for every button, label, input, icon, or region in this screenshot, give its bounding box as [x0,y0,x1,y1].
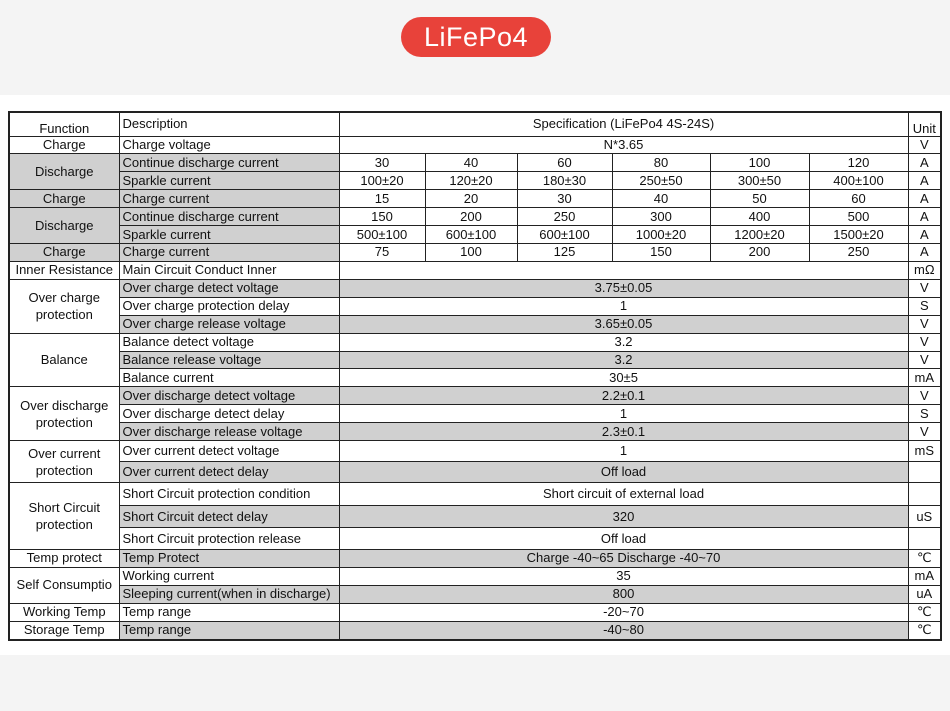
function-cell: Charge [9,190,119,208]
table-row [9,550,941,568]
description-cell: Balance release voltage [119,351,339,369]
value-cell: 250 [517,208,612,226]
value-cell: 200 [425,208,517,226]
description-cell: Short Circuit protection release [119,528,339,550]
description-cell: Over current detect delay [119,462,339,483]
description-cell: Short Circuit detect delay [119,506,339,528]
description-cell: Sleeping current(when in discharge) [119,585,339,603]
table-row [9,333,941,351]
description-cell: Balance current [119,369,339,387]
unit-cell [908,528,941,550]
value-cell: 320 [339,506,908,528]
value-cell: 100 [425,244,517,262]
value-cell: 1000±20 [612,226,710,244]
table-row [9,621,941,640]
unit-cell: ℃ [908,621,941,640]
unit-cell: A [908,226,941,244]
product-title-badge: LiFePo4 [401,17,551,57]
unit-cell [908,483,941,506]
description-cell: Temp range [119,603,339,621]
value-cell: 60 [809,190,908,208]
description-cell: Temp range [119,621,339,640]
description-cell: Over charge protection delay [119,297,339,315]
header-band [0,0,950,95]
description-cell: Working current [119,567,339,585]
value-cell: 35 [339,567,908,585]
value-cell: 180±30 [517,172,612,190]
value-cell: 80 [612,154,710,172]
unit-cell: S [908,405,941,423]
description-cell: Main Circuit Conduct Inner [119,261,339,279]
value-cell: 200 [710,244,809,262]
value-cell: 30±5 [339,369,908,387]
unit-cell: V [908,279,941,297]
value-cell: 1500±20 [809,226,908,244]
value-cell: Charge -40~65 Discharge -40~70 [339,550,908,568]
description-cell: Over charge release voltage [119,315,339,333]
value-cell: Off load [339,528,908,550]
function-cell: Short Circuit protection [9,483,119,550]
description-cell: Temp Protect [119,550,339,568]
value-cell: 20 [425,190,517,208]
table-row [9,172,941,190]
unit-cell: ℃ [908,603,941,621]
description-cell: Sparkle current [119,226,339,244]
value-cell: -20~70 [339,603,908,621]
value-cell: N*3.65 [339,136,908,154]
table-row [9,603,941,621]
table-row [9,190,941,208]
table-row [9,154,941,172]
table-header-row [9,112,941,136]
value-cell: 3.2 [339,351,908,369]
unit-cell: V [908,423,941,441]
table-row [9,585,941,603]
value-cell: 100±20 [339,172,425,190]
value-cell: 2.3±0.1 [339,423,908,441]
value-cell: 250±50 [612,172,710,190]
function-cell: Discharge [9,154,119,190]
table-row [9,297,941,315]
value-cell: 75 [339,244,425,262]
function-cell: Inner Resistance [9,261,119,279]
value-cell: 1 [339,297,908,315]
function-cell: Storage Temp [9,621,119,640]
value-cell: 300 [612,208,710,226]
header-description: Description [119,112,339,136]
unit-cell: mA [908,369,941,387]
value-cell: 150 [339,208,425,226]
value-cell: 500 [809,208,908,226]
description-cell: Sparkle current [119,172,339,190]
value-cell: 15 [339,190,425,208]
table-row [9,369,941,387]
header-unit: Unit [908,112,941,136]
unit-cell: V [908,333,941,351]
description-cell: Charge voltage [119,136,339,154]
table-row [9,261,941,279]
description-cell: Over discharge detect voltage [119,387,339,405]
value-cell: 100 [710,154,809,172]
value-cell: 3.65±0.05 [339,315,908,333]
unit-cell: V [908,387,941,405]
table-row [9,405,941,423]
value-cell: 150 [612,244,710,262]
value-cell: 1200±20 [710,226,809,244]
value-cell: 600±100 [425,226,517,244]
table-row [9,315,941,333]
table-row [9,208,941,226]
table-row [9,528,941,550]
function-cell: Balance [9,333,119,387]
unit-cell: S [908,297,941,315]
unit-cell: A [908,244,941,262]
unit-cell: ℃ [908,550,941,568]
unit-cell: A [908,208,941,226]
description-cell: Short Circuit protection condition [119,483,339,506]
description-cell: Over current detect voltage [119,441,339,462]
description-cell: Continue discharge current [119,208,339,226]
unit-cell: mS [908,441,941,462]
function-cell: Temp protect [9,550,119,568]
description-cell: Over charge detect voltage [119,279,339,297]
function-cell: Over charge protection [9,279,119,333]
description-cell: Over discharge release voltage [119,423,339,441]
function-cell: Charge [9,244,119,262]
function-cell: Self Consumptio [9,567,119,603]
value-cell: 40 [425,154,517,172]
value-cell: 600±100 [517,226,612,244]
table-row [9,483,941,506]
unit-cell: V [908,315,941,333]
function-cell: Discharge [9,208,119,244]
function-cell: Working Temp [9,603,119,621]
footer-band [0,655,950,711]
table-row [9,462,941,483]
description-cell: Charge current [119,190,339,208]
value-cell: 1 [339,441,908,462]
value-cell: 30 [339,154,425,172]
table-row [9,226,941,244]
table-row [9,506,941,528]
unit-cell: mΩ [908,261,941,279]
description-cell: Over discharge detect delay [119,405,339,423]
value-cell: 400±100 [809,172,908,190]
table-row [9,567,941,585]
spec-table [8,111,942,641]
table-row [9,423,941,441]
table-row [9,136,941,154]
description-cell: Balance detect voltage [119,333,339,351]
value-cell: Off load [339,462,908,483]
value-cell: 400 [710,208,809,226]
unit-cell: uS [908,506,941,528]
value-cell: 800 [339,585,908,603]
value-cell: Short circuit of external load [339,483,908,506]
function-cell: Over current protection [9,441,119,483]
unit-cell: A [908,190,941,208]
unit-cell [908,462,941,483]
table-row [9,387,941,405]
value-cell: 300±50 [710,172,809,190]
value-cell: 60 [517,154,612,172]
value-cell: 120 [809,154,908,172]
header-specification: Specification (LiFePo4 4S-24S) [339,112,908,136]
unit-cell: A [908,172,941,190]
value-cell: 120±20 [425,172,517,190]
function-cell: Charge [9,136,119,154]
value-cell: 3.75±0.05 [339,279,908,297]
function-cell: Over discharge protection [9,387,119,441]
unit-cell: V [908,136,941,154]
value-cell: 50 [710,190,809,208]
value-cell: 3.2 [339,333,908,351]
value-cell: 1 [339,405,908,423]
unit-cell: V [908,351,941,369]
header-function: Function [9,112,119,136]
value-cell: 125 [517,244,612,262]
value-cell: 250 [809,244,908,262]
unit-cell: mA [908,567,941,585]
unit-cell: uA [908,585,941,603]
value-cell [339,261,908,279]
value-cell: 500±100 [339,226,425,244]
table-row [9,351,941,369]
description-cell: Charge current [119,244,339,262]
value-cell: 2.2±0.1 [339,387,908,405]
table-row [9,279,941,297]
value-cell: 30 [517,190,612,208]
value-cell: 40 [612,190,710,208]
description-cell: Continue discharge current [119,154,339,172]
value-cell: -40~80 [339,621,908,640]
table-row [9,441,941,462]
unit-cell: A [908,154,941,172]
table-row [9,244,941,262]
